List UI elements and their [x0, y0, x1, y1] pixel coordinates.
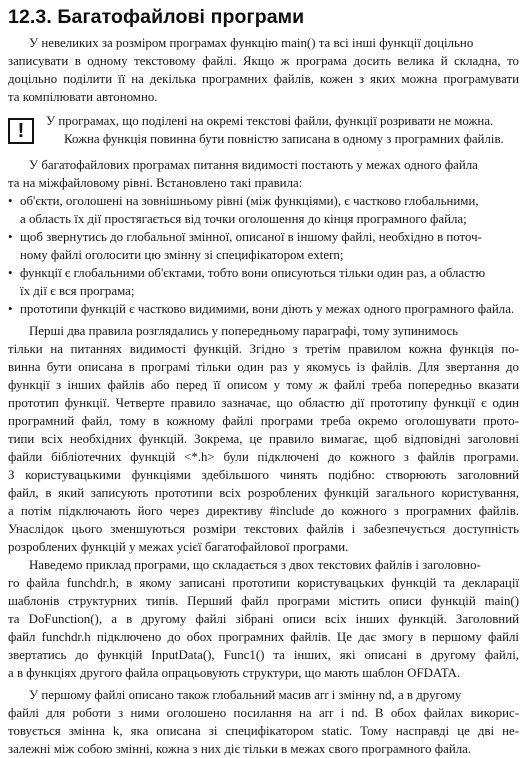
- text-line: Кожна функція повинна бути повністю записана в одному з програмних файлів.: [64, 132, 504, 146]
- section-heading: 12.3. Багатофайлові програми: [8, 6, 305, 28]
- text-line: Перші два правила розглядались у попередньому параграфі, тому зупинимось: [29, 324, 459, 338]
- text-line: розроблених функцій у межах усієї багатофайлової програми.: [8, 540, 349, 554]
- text-line: доцільно поділити її на декілька програмних файлів, кожен з яких можна програмувати: [8, 72, 519, 86]
- text-line: [8, 264, 519, 282]
- text-line: шаблонів структурних типів. Перший файл програми містить описи функцій main(): [8, 594, 519, 608]
- text-line: винна бути описана в програмі тільки один раз у якомусь із файлів. Для звертання до: [8, 360, 519, 374]
- text-line: го файла funchdr.h, в якому записані прототипи користувацьких функцій та декларації: [8, 576, 519, 590]
- text-line: З користувацькими функціями здебільшого чинять подібно: створюють заголовний: [8, 468, 519, 482]
- text-line: та DoFunction(), а в другому файлі зібрані описи всіх інших функцій. Заголовний: [8, 612, 519, 626]
- text-line: записувати в одному текстовому файлі. Якщо ж програма досить велика й складна, то: [8, 54, 519, 68]
- bullet-text: щоб звернутись до глобальної змінної, описаної в іншому файлі, необхідно в поточ-: [20, 230, 482, 244]
- text-line: а в функціях другого файла опрацьовують структури, що мають шаблон OFDATA.: [8, 666, 461, 680]
- text-line: програмний файл, тому в кожному файлі програми треба окремо оголошувати прото-: [8, 414, 519, 428]
- warning-icon: [8, 118, 34, 144]
- text-line: функції з інших файлів або перед її описом у тому ж файлі треба попередньо вказати: [8, 378, 519, 392]
- bullet-text: прототипи функцій є частково видимими, вони діють у межах одного програмного файла.: [20, 302, 515, 316]
- text-line: прототип функції. Четверте правило зазначає, що областю дії прототипу функції є один: [8, 396, 519, 410]
- text-line: та на міжфайловому рівні. Встановлено такі правила:: [8, 176, 303, 190]
- text-line: їх дії є вся програма;: [20, 284, 135, 298]
- bullet-text: функції є глобальними об'єктами, тобто вони описуються тільки один раз, а областю: [20, 266, 486, 280]
- exclamation-glyph: !: [17, 120, 25, 142]
- text-line: звертатись до функцій InputData(), Func1() та інших, які описані в другому файлі,: [8, 648, 519, 662]
- bullet-text: об'єкти, оголошені на зовнішньому рівні (між функціями), є частково глобальними,: [20, 194, 479, 208]
- text-line: У невеликих за розміром програмах функцію main() та всі інші функції доцільно: [29, 36, 474, 50]
- text-line: файлі для роботи з ними оголошено посилання на arr і nd. В обох файлах викорис-: [8, 706, 519, 720]
- text-line: а область їх дії простягається від точки оголошення до кінця програмного файла;: [20, 212, 467, 226]
- text-line: У першому файлі описано також глобальний масив arr і змінну nd, а в другому: [29, 688, 462, 702]
- text-line: У багатофайлових програмах питання видимості постають у межах одного файла: [29, 158, 478, 172]
- bullet-icon: •: [8, 266, 13, 280]
- text-line: [8, 300, 519, 318]
- text-line: Унаслідок цього зменшуються розміри текстових файлів і забезпечується доступність: [8, 522, 519, 536]
- bullet-icon: •: [8, 194, 13, 208]
- bullet-icon: •: [8, 302, 13, 316]
- text-line: У програмах, що поділені на окремі текстові файли, функції розривати не можна.: [46, 114, 494, 128]
- text-line: тільки на питаннях видимості функцій. Згідно з третім правилом кожна функція по-: [8, 342, 519, 356]
- text-line: [8, 228, 519, 246]
- text-line: ному файлі оголосити цю змінну зі специфікатором extern;: [20, 248, 344, 262]
- text-line: файли бібліотечних функцій <*.h> були підключені до кожного з файлів програми.: [8, 450, 519, 464]
- text-line: файл, в який записують прототипи всіх розроблених функцій загального користування,: [8, 486, 519, 500]
- text-line: файл funchdr.h підключено до обох програмних файлів. Це дає змогу в першому файлі: [8, 630, 519, 644]
- text-line: [8, 192, 519, 210]
- bullet-icon: •: [8, 230, 13, 244]
- text-line: типи всіх необхідних функцій. Зокрема, це правило вимагає, щоб відповідні заголовні: [8, 432, 519, 446]
- text-line: Наведемо приклад програми, що складається з двох текстових файлів і заголовно-: [29, 558, 481, 572]
- text-line: залежні між собою змінні, кожна з них діє тільки в межах свого програмного файла.: [8, 742, 472, 756]
- text-line: а потім підключають його через директиву #include до кожного з програмних файлів.: [8, 504, 519, 518]
- text-line: товується змінна k, яка описана зі специфікатором static. Тому насправді це дві не-: [8, 724, 519, 738]
- text-line: та компілювати автономно.: [8, 90, 158, 104]
